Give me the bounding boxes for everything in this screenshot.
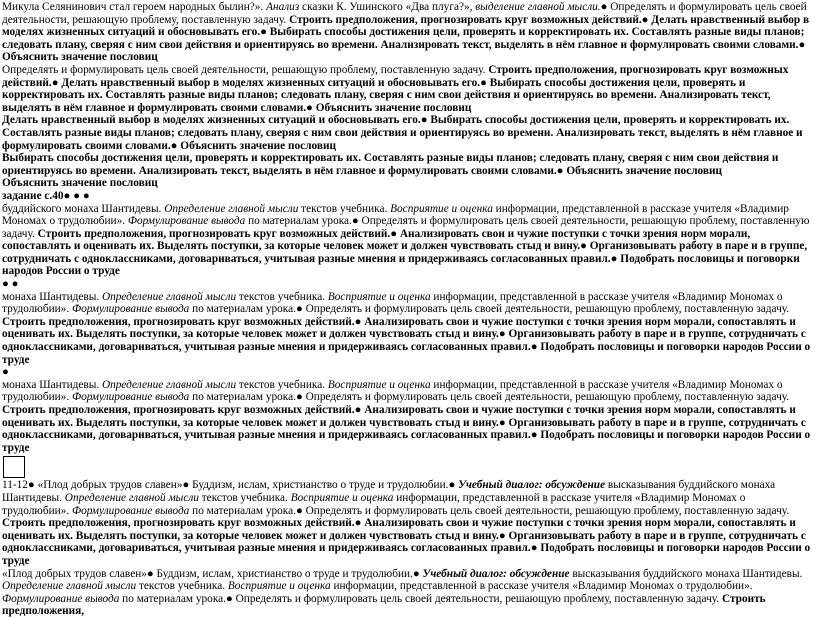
text-run-italic: Формулирование вывода xyxy=(71,504,190,517)
text-run-bold: Строить предположения, прогнозировать круг возможных действий.● Анализировать свои и чужие поступки с точки зрения норм морали, сопоставлять и оценивать их. Выделять поступки, за которые человек может и должен чувствовать стыд и вину.● Организовывать работу в паре и в группе, сотрудничать с одноклассниками, договариваться, учитывая разные мнения и придерживаясь согласованных правил.● Подобрать пословицы и поговорки народов России о труде xyxy=(2,227,808,278)
paragraph-goals-3: Выбирать способы достижения цели, проверять и корректировать их. Составлять разные виды планов; следовать плану, сверяя с ним свои действия и ориентируясь во времени. Анализировать текст, выделять в нём главное и формулировать своими словами.● Объяснить значение пословиц xyxy=(2,152,779,177)
paragraph-goals-1 xyxy=(2,64,814,114)
paragraph-lesson-11-12 xyxy=(2,479,814,567)
text-run: информации, представленной в рассказе учителя «Владимир Мономах о трудолюбии». xyxy=(2,202,789,228)
paragraph-lesson-repeat xyxy=(2,568,814,618)
text-run-bold: Строить предположения, прогнозировать круг возможных действий.● Анализировать свои и чужие поступки с точки зрения норм морали, сопоставлять и оценивать их. Выделять поступки, за которые человек может и должен чувствовать стыд и вину.● Организовывать работу в паре и в группе, сотрудничать с одноклассниками, договариваться, учитывая разные мнения и придерживаясь согласованных правил.● Подобрать пословицы и поговорки народов России о труде xyxy=(2,404,811,454)
text-run: текстов учебника. xyxy=(298,202,391,215)
paragraph-intro xyxy=(2,1,814,64)
text-run-italic: Восприятие и оценка xyxy=(390,202,493,215)
text-run: текстов учебника. xyxy=(198,491,291,504)
text-run: монаха Шантидевы. xyxy=(2,378,102,391)
text-run-bold: Строить предположения, прогнозировать круг возможных действий.● Делать нравственный выбор в моделях жизненных ситуаций и обосновывать его.● Выбирать способы достижения цели, проверять и корректировать их. Составлять разные виды планов; следовать плану, сверяя с ним свои действия и ориентируясь во времени. Анализировать текст, выделять в нём главное и формулировать своими словами.● Объяснить значение пословиц xyxy=(2,13,810,64)
text-run: текстов учебника. xyxy=(236,378,328,391)
text-run: 11-12● «Плод добрых трудов славен»● Буддизм, ислам, христианство о труде и трудолюбии.● xyxy=(2,479,459,492)
text-run-italic: Формулирование вывода xyxy=(71,303,190,316)
text-run: высказывания буддийского монаха Шантидевы. xyxy=(2,479,776,504)
text-run-bold: Строить предположения, прогнозировать круг возможных действий.● Анализировать свои и чужие поступки с точки зрения норм морали, сопоставлять и оценивать их. Выделять поступки, за которые человек может и должен чувствовать стыд и вину.● Организовывать работу в паре и в группе, сотрудничать с одноклассниками, договариваться, учитывая разные мнения и придерживаясь согласованных правил.● Подобрать пословицы и поговорки народов России о труде xyxy=(2,315,811,366)
text-run-italic: Анализ xyxy=(266,1,300,13)
checkbox-square xyxy=(3,456,25,478)
text-run: Определять и формулировать цель своей деятельности, решающую проблему, поставленную задачу. xyxy=(2,63,489,76)
text-run-italic: Определение главной мысли xyxy=(101,378,237,391)
text-run: по материалам урока.● Определять и формулировать цель своей деятельности, решающую проблему, поставленную задачу. xyxy=(119,592,722,605)
line-task: задание с.40● ● ● xyxy=(2,189,90,202)
text-run-italic: Учебный диалог: обсуждение xyxy=(458,479,606,492)
text-run: высказывания буддийского монаха Шантидевы. xyxy=(569,567,803,580)
line-bullets: ● ● xyxy=(2,278,19,291)
text-run: информации, представленной в рассказе учителя «Владимир Мономах о трудолюбии». xyxy=(330,580,753,593)
text-run: ● Определять и формулировать цель своей деятельности, решающую проблему, поставленную задачу. xyxy=(2,1,807,26)
paragraph-buddhism-2 xyxy=(2,291,814,367)
text-run: текстов учебника. xyxy=(136,580,228,593)
text-run: по материалам урока.● Определять и формулировать цель своей деятельности, решающую проблему, поставленную задачу. xyxy=(189,391,790,404)
text-run-italic: выделение главной мысли. xyxy=(475,1,601,13)
text-run: «Плод добрых трудов славен»● Буддизм, ислам, христианство о труде и трудолюбии.● xyxy=(2,567,423,580)
text-run-italic: Восприятие и оценка xyxy=(227,580,331,593)
paragraph-buddhism-3 xyxy=(2,379,814,455)
text-run: по материалам урока.● Определять и формулировать цель своей деятельности, решающую проблему, поставленную задачу. xyxy=(2,215,810,240)
text-run-italic: Определение главной мысли xyxy=(101,290,237,303)
text-run-italic: Определение главной мысли xyxy=(64,491,199,504)
text-run-italic: Учебный диалог: обсуждение xyxy=(422,567,570,580)
text-run-italic: Определение главной мысли xyxy=(2,580,137,593)
text-run-italic: Формулирование вывода xyxy=(127,215,246,228)
text-run: информации, представленной в рассказе учителя «Владимир Мономах о трудолюбии». xyxy=(2,378,783,404)
text-run: буддийского монаха Шантидевы. xyxy=(2,202,165,215)
text-run-italic: Определение главной мысли xyxy=(164,202,299,215)
text-run: по материалам урока.● Определять и формулировать цель своей деятельности, решающую проблему, поставленную задачу. xyxy=(189,303,790,316)
line-bullet: ● xyxy=(2,366,9,379)
text-run-italic: Восприятие и оценка xyxy=(290,491,394,504)
text-run-italic: Формулирование вывода xyxy=(71,391,190,404)
text-run: информации, представленной в рассказе учителя «Владимир Мономах о трудолюбии». xyxy=(2,290,783,316)
paragraph-goals-2: Делать нравственный выбор в моделях жизненных ситуаций и обосновывать его.● Выбирать способы достижения цели, проверять и корректировать их. Составлять разные виды планов; следовать плану, сверяя с ним свои действия и ориентируясь во времени. Анализировать текст, выделять в нём главное и формулировать своими словами.● Объяснить значение пословиц xyxy=(2,114,803,152)
text-run: сказки К. Ушинского «Два плуга?», xyxy=(299,1,476,13)
text-run-italic: Формулирование вывода xyxy=(2,592,120,605)
text-run: текстов учебника. xyxy=(236,290,328,303)
text-run-italic: Восприятие и оценка xyxy=(327,378,431,391)
text-run-bold: Строить предположения, прогнозировать круг возможных действий.● Делать нравственный выбор в моделях жизненных ситуаций и обосновывать его.● Выбирать способы достижения цели, проверять и корректировать их. Составлять разные виды планов; следовать плану, сверяя с ним свои действия и ориентируясь во времени. Анализировать текст, выделять в нём главное и формулировать своими словами.● Объяснить значение пословиц xyxy=(2,63,789,114)
text-run: информации, представленной в рассказе учителя «Владимир Мономах о трудолюбии». xyxy=(2,491,746,517)
text-run-italic: Восприятие и оценка xyxy=(327,290,431,303)
line-proverbs: Объяснить значение пословиц xyxy=(2,177,158,190)
paragraph-buddhism-1 xyxy=(2,203,814,279)
text-run: по материалам урока.● Определять и формулировать цель своей деятельности, решающую проблему, поставленную задачу. xyxy=(189,504,790,517)
text-run: Микула Селянинович стал героем народных былин?». xyxy=(2,1,267,13)
text-run: монаха Шантидевы. xyxy=(2,290,102,303)
text-run-bold: Строить предположения, прогнозировать круг возможных действий.● Анализировать свои и чужие поступки с точки зрения норм морали, сопоставлять и оценивать их. Выделять поступки, за которые человек может и должен чувствовать стыд и вину.● Организовывать работу в паре и в группе, сотрудничать с одноклассниками, договариваться, учитывая разные мнения и придерживаясь согласованных правил.● Подобрать пословицы и поговорки народов России о труде xyxy=(2,517,811,567)
text-run-bold: Строить предположения, xyxy=(2,592,766,618)
